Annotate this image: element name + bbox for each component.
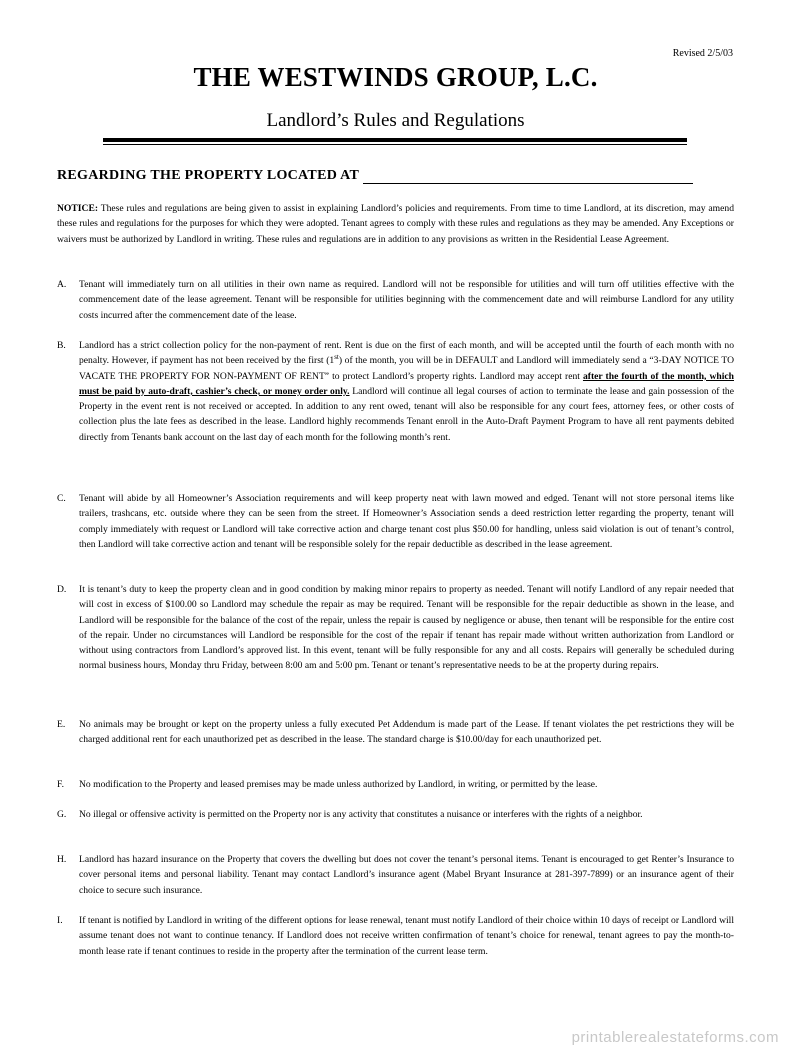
rule-item-a	[57, 277, 734, 323]
notice-paragraph	[57, 201, 734, 247]
rule-item-i	[57, 913, 734, 959]
item-letter: E.	[57, 719, 66, 730]
notice-text: These rules and regulations are being given to assist in explaining Landlord’s policies and requirements. From time to time Landlord, at its discretion, may amend these rules and regulations for the purposes for which they were adopted. Tenant agrees to comply with these rules and regulations as they may be amended. Any Exceptions or waivers must be authorized by Landlord in writing. These rules and regulations are in addition to any provisions as written in the Residential Lease Agreement.	[57, 203, 734, 245]
item-letter: D.	[57, 584, 67, 595]
company-name: THE WESTWINDS GROUP, L.C.	[193, 62, 598, 92]
item-text: No illegal or offensive activity is permitted on the Property nor is any activity that constitutes a nuisance or interferes with the rights of a neighbor.	[79, 809, 643, 820]
item-text: It is tenant’s duty to keep the property clean and in good condition by making minor repairs to property as needed. Tenant will notify Landlord of any repair needed that will cost in excess of $100.00 so Landlord may schedule the repair as may be required. Tenant will be responsible for the repair deductible as shown in the lease, and Landlord will be responsible for the balance of the cost of the repair, unless the repair is caused by negligence or abuse, then tenant will be responsible for the entire cost of the repair. Under no circumstances will Landlord be responsible for the cost of the repair if tenant has repair made without written authorization from Landlord or without using contractors from Landlord’s approved list. In this event, tenant will be fully responsible for any and all costs. Repairs will generally be scheduled during normal business hours, Monday thru Friday, between 8:00 am and 5:00 pm. Tenant or tenant’s representative needs to be at the property during repairs.	[79, 584, 734, 672]
item-text: No modification to the Property and leased premises may be made unless authorized by Landlord, in writing, or permitted by the lease.	[79, 779, 598, 790]
item-text: Tenant will abide by all Homeowner’s Association requirements and will keep property neat with lawn mowed and edged. Tenant will not store personal items like trailers, trashcans, etc. outside where they can be seen from the street. If Homeowner’s Association sends a deed restriction letter regarding the property, tenant will comply immediately with request or Landlord will take corrective action and charge tenant cost plus $50.00 for handling, unless said violation is out of tenant’s control, then Landlord will take corrective action and tenant will be responsible solely for the repair deductible as described in the lease agreement.	[79, 493, 734, 550]
rule-item-e	[57, 717, 734, 748]
item-b-superscript: st	[334, 353, 339, 362]
item-letter: I.	[57, 915, 63, 926]
item-letter: H.	[57, 854, 67, 865]
item-letter: B.	[57, 340, 66, 351]
header-rule-thin	[103, 144, 687, 145]
item-b-emphasis: after the fourth of the month, which must be paid by auto-draft, cashier’s check, or money order only.	[79, 370, 734, 397]
rule-item-c	[57, 491, 734, 552]
rule-item-g	[57, 807, 734, 822]
item-b-text-2: ) of the month, you will be in DEFAULT and Landlord will immediately send a “3-DAY NOTICE TO VACATE THE PROPERTY FOR NON-PAYMENT OF RENT” to protect Landlord’s property rights. Landlord may accept rent	[79, 355, 734, 382]
item-b-text-3: Landlord will continue all legal courses of action to terminate the lease and gain possession of the Property in the event rent is not received or accepted. In addition to any rent owed, tenant will also be responsible for any court fees, attorney fees, or other costs of collection plus the late fees as described in the lease. Landlord highly recommends Tenant enroll in the Auto-Draft Payment Program to have all rent payments debited directly from Tenants bank account on the last day of each month for the following month’s rent.	[79, 385, 734, 443]
watermark-bar	[0, 1024, 791, 1054]
property-address-line	[57, 168, 693, 184]
notice-label: NOTICE:	[57, 203, 99, 214]
item-text: Tenant will immediately turn on all utilities in their own name as required. Landlord will not be responsible for utilities and will turn off utilities effective with the commencement date of the lease agreement. Tenant will be responsible for utilities beginning with the commencement date and will reimburse Landlord for any utility costs incurred after the commencement date of the lease.	[79, 279, 734, 321]
item-letter: A.	[57, 279, 67, 290]
document-subtitle: Landlord’s Rules and Regulations	[266, 110, 525, 131]
header-rule-thick	[103, 138, 687, 142]
rule-item-f	[57, 777, 734, 792]
item-b-text-1: Landlord has a strict collection policy for the non-payment of rent. Rent is due on the first of each month, and will be accepted until the fourth of each month with no penalty. However, if payment has not been received by the first (1	[79, 340, 734, 367]
rule-item-b	[57, 338, 734, 445]
rule-item-h	[57, 852, 734, 898]
item-text: If tenant is notified by Landlord in writing of the different options for lease renewal, tenant must notify Landlord of their choice within 10 days of receipt or Landlord will assume tenant does not want to continue tenancy. If Landlord does not receive written confirmation of tenant’s choice for renewal, tenant agrees to pay the month-to-month lease rate if tenant continues to reside in the property after the termination of the current lease term.	[79, 915, 734, 957]
property-blank	[363, 169, 693, 184]
watermark-text: printablerealestateforms.com	[571, 1029, 779, 1046]
item-letter: G.	[57, 809, 67, 820]
item-text: No animals may be brought or kept on the property unless a fully executed Pet Addendum is made part of the Lease. If tenant violates the pet restrictions they will be charged additional rent for each unauthorized pet as described in the lease. The standard charge is $10.00/day for each unauthorized pet.	[79, 719, 734, 746]
rule-item-d	[57, 582, 734, 674]
item-letter: F.	[57, 779, 64, 790]
revised-date: Revised 2/5/03	[672, 48, 733, 59]
item-text: Landlord has hazard insurance on the Property that covers the dwelling but does not cover the tenant’s personal items. Tenant is encouraged to get Renter’s Insurance to cover personal items and personal liability. Tenant may contact Landlord’s insurance agent (Mabel Bryant Insurance at 281-397-7899) or an insurance agent of their choice to secure such insurance.	[79, 854, 734, 896]
item-letter: C.	[57, 493, 66, 504]
property-label: REGARDING THE PROPERTY LOCATED AT	[57, 168, 360, 183]
item-text	[79, 338, 734, 445]
